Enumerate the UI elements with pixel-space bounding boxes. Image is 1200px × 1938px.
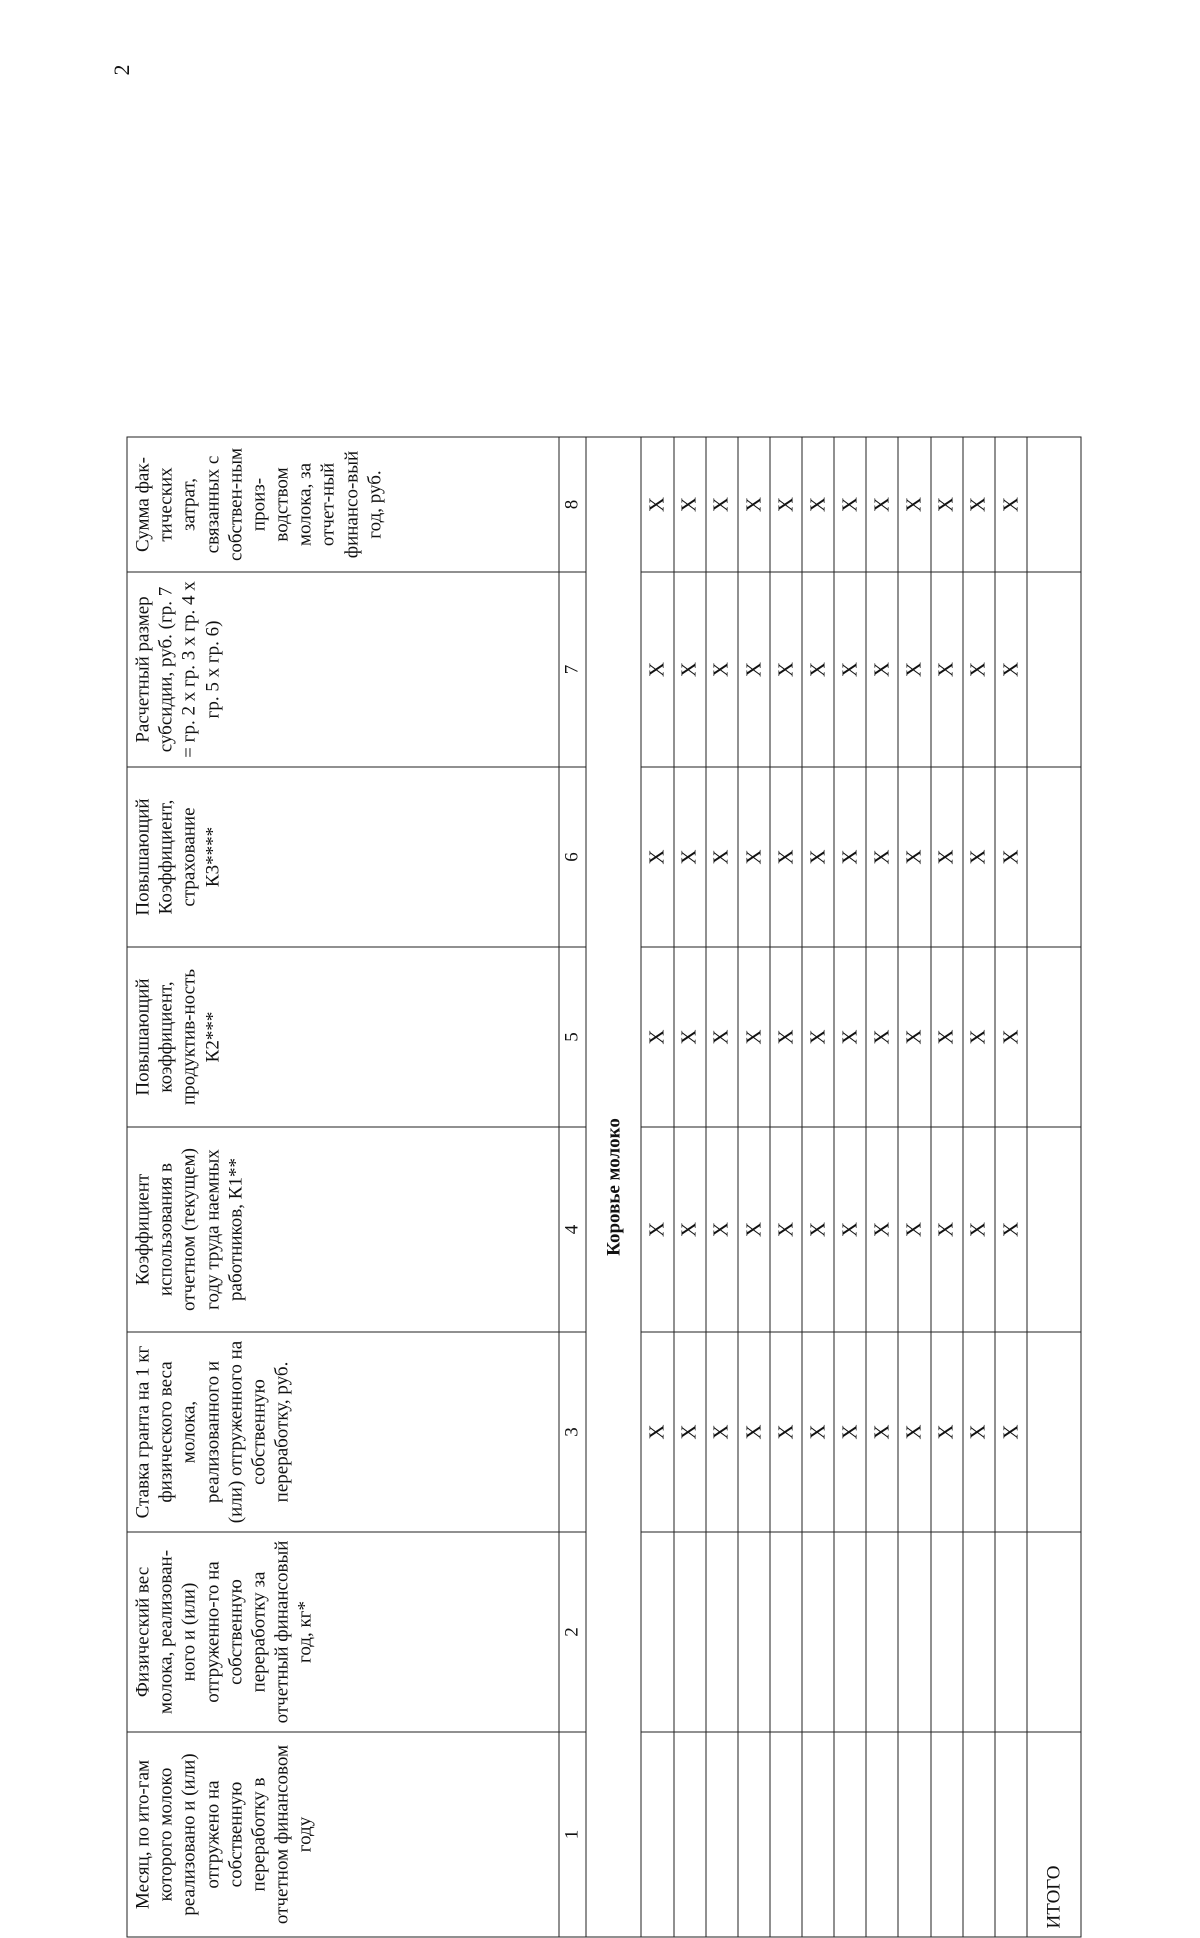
table-cell: [898, 1732, 930, 1937]
table-cell: Х: [674, 1127, 706, 1332]
column-number-cell: 7: [559, 572, 587, 767]
table-row: [674, 437, 706, 1937]
table-cell: Х: [866, 572, 898, 767]
table-cell: [738, 1532, 770, 1732]
table-row: [738, 437, 770, 1937]
header-cell: Физический вес молока, реализован-ного и (или) отгруженно-го на собственную переработку за отчетный финансовый год, кг*: [127, 1532, 559, 1732]
table-cell: Х: [770, 947, 802, 1127]
table-row: [963, 437, 995, 1937]
header-cell: Повышающий Коэффициент, страхование К3****: [127, 767, 559, 947]
table-cell: [963, 1532, 995, 1732]
table-cell: Х: [866, 1332, 898, 1532]
table-cell: [931, 1732, 963, 1937]
table-cell: Х: [674, 767, 706, 947]
column-number-cell: 2: [559, 1532, 587, 1732]
table-cell: Х: [995, 947, 1027, 1127]
table-cell: Х: [641, 437, 673, 572]
section-title: Коровье молоко: [586, 437, 641, 1937]
table-cell: Х: [802, 947, 834, 1127]
table-cell: Х: [706, 947, 738, 1127]
table-cell: Х: [706, 1127, 738, 1332]
table-cell: Х: [770, 572, 802, 767]
column-number-cell: 4: [559, 1127, 587, 1332]
rotated-table-wrapper: [127, 438, 1082, 1938]
table-cell: [706, 1732, 738, 1937]
total-cell: [1027, 767, 1081, 947]
table-cell: Х: [802, 437, 834, 572]
total-cell: [1027, 1127, 1081, 1332]
subsidy-calculation-table: [127, 437, 1082, 1938]
table-cell: [995, 1732, 1027, 1937]
table-row: [770, 437, 802, 1937]
table-cell: Х: [834, 572, 866, 767]
total-label: ИТОГО: [1027, 1732, 1081, 1937]
table-cell: [995, 1532, 1027, 1732]
table-row: [931, 437, 963, 1937]
table-cell: Х: [706, 572, 738, 767]
table-row: [641, 437, 673, 1937]
table-cell: [770, 1732, 802, 1937]
table-cell: Х: [866, 437, 898, 572]
table-cell: Х: [963, 1332, 995, 1532]
header-cell: Месяц, по ито-гам которого молоко реализовано и (или) отгружено на собственную переработку в отчетном финансовом году: [127, 1732, 559, 1937]
column-number-cell: 5: [559, 947, 587, 1127]
table-cell: Х: [641, 1127, 673, 1332]
table-cell: Х: [866, 947, 898, 1127]
table-cell: Х: [641, 947, 673, 1127]
total-cell: [1027, 1532, 1081, 1732]
table-cell: Х: [802, 767, 834, 947]
table-cell: Х: [802, 1332, 834, 1532]
total-cell: [1027, 437, 1081, 572]
table-cell: [802, 1532, 834, 1732]
table-cell: [963, 1732, 995, 1937]
table-cell: Х: [995, 572, 1027, 767]
header-cell: Коэффициент использования в отчетном (текущем) году труда наемных работников, К1**: [127, 1127, 559, 1332]
table-cell: Х: [898, 767, 930, 947]
table-cell: Х: [770, 437, 802, 572]
table-cell: Х: [931, 947, 963, 1127]
table-cell: Х: [802, 572, 834, 767]
table-cell: Х: [963, 572, 995, 767]
table-cell: Х: [834, 1332, 866, 1532]
table-cell: Х: [674, 437, 706, 572]
table-cell: Х: [738, 437, 770, 572]
table-row: [995, 437, 1027, 1937]
table-cell: [674, 1732, 706, 1937]
total-cell: [1027, 947, 1081, 1127]
total-cell: [1027, 572, 1081, 767]
table-row: [834, 437, 866, 1937]
header-cell: Ставка гранта на 1 кг физического веса молока, реализованного и (или) отгруженного на собственную переработку, руб.: [127, 1332, 559, 1532]
table-cell: Х: [898, 437, 930, 572]
table-cell: Х: [931, 1332, 963, 1532]
column-number-cell: 6: [559, 767, 587, 947]
table-cell: Х: [834, 767, 866, 947]
table-cell: Х: [641, 767, 673, 947]
table-row: [898, 437, 930, 1937]
table-row: [706, 437, 738, 1937]
table-cell: Х: [963, 437, 995, 572]
table-cell: Х: [931, 572, 963, 767]
total-cell: [1027, 1332, 1081, 1532]
table-cell: Х: [995, 437, 1027, 572]
table-cell: [834, 1732, 866, 1937]
table-cell: Х: [706, 1332, 738, 1532]
column-number-cell: 3: [559, 1332, 587, 1532]
table-cell: [802, 1732, 834, 1937]
table-cell: Х: [931, 1127, 963, 1332]
table-cell: Х: [738, 1332, 770, 1532]
header-cell: Сумма фак-тических затрат, связанных с собствен-ным произ-водством молока, за отчет-ный финансо-вый год, руб.: [127, 437, 559, 572]
table-row: [866, 437, 898, 1937]
table-cell: Х: [995, 1332, 1027, 1532]
table-cell: Х: [963, 947, 995, 1127]
section-row: [586, 437, 641, 1937]
table-cell: Х: [706, 767, 738, 947]
table-cell: Х: [931, 767, 963, 947]
table-cell: [866, 1532, 898, 1732]
table-cell: Х: [834, 437, 866, 572]
table-cell: Х: [674, 572, 706, 767]
table-cell: Х: [738, 1127, 770, 1332]
table-cell: [898, 1532, 930, 1732]
table-cell: Х: [898, 1127, 930, 1332]
table-cell: [834, 1532, 866, 1732]
table-cell: [866, 1732, 898, 1937]
table-cell: Х: [802, 1127, 834, 1332]
table-cell: Х: [834, 1127, 866, 1332]
column-number-cell: 8: [559, 437, 587, 572]
total-row: [1027, 437, 1081, 1937]
table-cell: Х: [738, 947, 770, 1127]
table-cell: Х: [866, 1127, 898, 1332]
table-cell: [641, 1732, 673, 1937]
table-cell: [641, 1532, 673, 1732]
table-cell: [674, 1532, 706, 1732]
table-cell: Х: [963, 1127, 995, 1332]
table-cell: Х: [738, 767, 770, 947]
table-cell: Х: [770, 767, 802, 947]
table-cell: Х: [963, 767, 995, 947]
table-cell: Х: [706, 437, 738, 572]
table-cell: Х: [995, 1127, 1027, 1332]
table-cell: Х: [898, 1332, 930, 1532]
table-cell: Х: [898, 947, 930, 1127]
page-number: 2: [109, 64, 134, 76]
table-cell: Х: [674, 947, 706, 1127]
header-cell: Повышающий коэффициент, продуктив-ность К2***: [127, 947, 559, 1127]
table-cell: Х: [641, 1332, 673, 1532]
table-cell: [738, 1732, 770, 1937]
table-cell: Х: [674, 1332, 706, 1532]
table-cell: Х: [995, 767, 1027, 947]
column-number-cell: 1: [559, 1732, 587, 1937]
column-number-row: [559, 437, 587, 1937]
table-cell: Х: [770, 1332, 802, 1532]
table-cell: Х: [931, 437, 963, 572]
header-row: [127, 437, 559, 1937]
header-cell: Расчетный размер субсидии, руб. (гр. 7 = гр. 2 x гр. 3 x гр. 4 x гр. 5 x гр. 6): [127, 572, 559, 767]
table-row: [802, 437, 834, 1937]
table-cell: Х: [834, 947, 866, 1127]
table-cell: Х: [641, 572, 673, 767]
table-cell: [931, 1532, 963, 1732]
table-cell: [706, 1532, 738, 1732]
table-cell: Х: [866, 767, 898, 947]
table-cell: [770, 1532, 802, 1732]
table-cell: Х: [738, 572, 770, 767]
table-cell: Х: [898, 572, 930, 767]
table-cell: Х: [770, 1127, 802, 1332]
